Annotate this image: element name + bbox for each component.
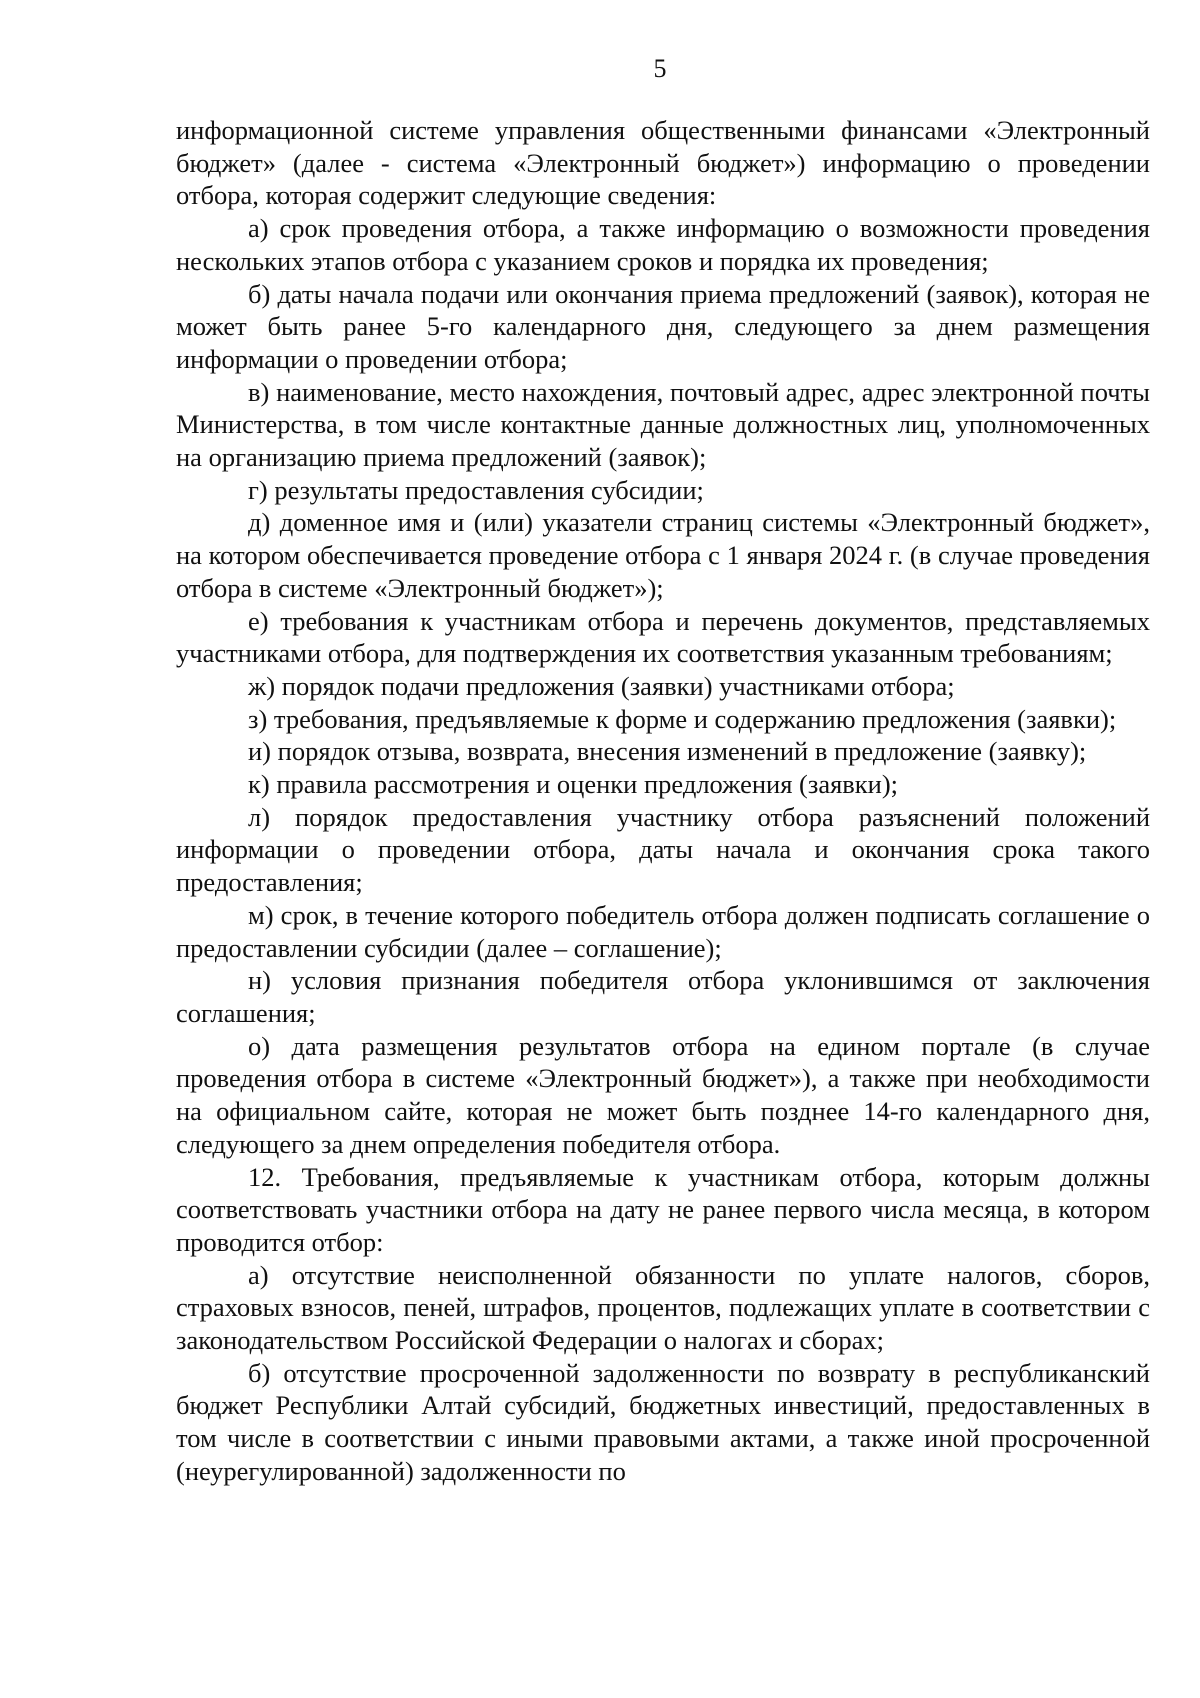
- paragraph-item-k: к) правила рассмотрения и оценки предложения (заявки);: [248, 769, 899, 800]
- paragraph-item-i: и) порядок отзыва, возврата, внесения изменений в предложение (заявку);: [248, 736, 1087, 767]
- paragraph-section-12-item-a: а) отсутствие неисполненной обязанности по уплате налогов, сборов, страховых взносов, пеней, штрафов, процентов, подлежащих уплате в соответствии с законодательством Российской Федерации о налогах и сборах;: [176, 1259, 1150, 1356]
- paragraph-item-b: б) даты начала подачи или окончания приема предложений (заявок), которая не может быть ранее 5-го календарного дня, следующего за днем размещения информации о проведении отбора;: [176, 278, 1150, 374]
- paragraph-item-v: в) наименование, место нахождения, почтовый адрес, адрес электронной почты Министерства, в том числе контактные данные должностных лиц, уполномоченных на организацию приема предложений (заявок);: [176, 376, 1150, 473]
- document-body: [176, 114, 1150, 1488]
- paragraph-item-z: з) требования, предъявляемые к форме и содержанию предложения (заявки);: [248, 703, 1117, 734]
- paragraph-item-o: о) дата размещения результатов отбора на едином портале (в случае проведения отбора в системе «Электронный бюджет»), а также при необходимости на официальном сайте, которая не может быть позднее 14-го календарного дня, следующего за днем определения победителя отбора.: [176, 1030, 1150, 1159]
- page-number: 5: [653, 54, 667, 83]
- paragraph-section-12-item-b: б) отсутствие просроченной задолженности по возврату в республиканский бюджет Республики Алтай субсидий, бюджетных инвестиций, предоставленных в том числе в соответствии с иными правовыми актами, а также иной просроченной (неурегулированной) задолженности по: [176, 1357, 1150, 1486]
- paragraph-item-m: м) срок, в течение которого победитель отбора должен подписать соглашение о предоставлении субсидии (далее – соглашение);: [176, 899, 1150, 963]
- paragraph-section-12: 12. Требования, предъявляемые к участникам отбора, которым должны соответствовать участники отбора на дату не ранее первого числа месяца, в котором проводится отбор:: [176, 1161, 1150, 1257]
- paragraph-item-l: л) порядок предоставления участнику отбора разъяснений положений информации о проведении отбора, даты начала и окончания срока такого предоставления;: [176, 801, 1150, 898]
- paragraph-item-d: д) доменное имя и (или) указатели страниц системы «Электронный бюджет», на котором обеспечивается проведение отбора с 1 января 2024 г. (в случае проведения отбора в системе «Электронный бюджет»);: [176, 507, 1150, 603]
- paragraph-item-n: н) условия признания победителя отбора уклонившимся от заключения соглашения;: [176, 965, 1150, 1028]
- paragraph-intro-continuation: информационной системе управления общественными финансами «Электронный бюджет» (далее - система «Электронный бюджет») информацию о проведении отбора, которая содержит следующие сведения:: [176, 115, 1150, 211]
- paragraph-item-a: а) срок проведения отбора, а также информацию о возможности проведения нескольких этапов отбора с указанием сроков и порядка их проведения;: [176, 213, 1150, 276]
- paragraph-item-e: е) требования к участникам отбора и перечень документов, представляемых участниками отбора, для подтверждения их соответствия указанным требованиям;: [176, 605, 1150, 669]
- paragraph-item-zh: ж) порядок подачи предложения (заявки) участниками отбора;: [248, 670, 955, 701]
- paragraph-item-g: г) результаты предоставления субсидии;: [248, 474, 704, 505]
